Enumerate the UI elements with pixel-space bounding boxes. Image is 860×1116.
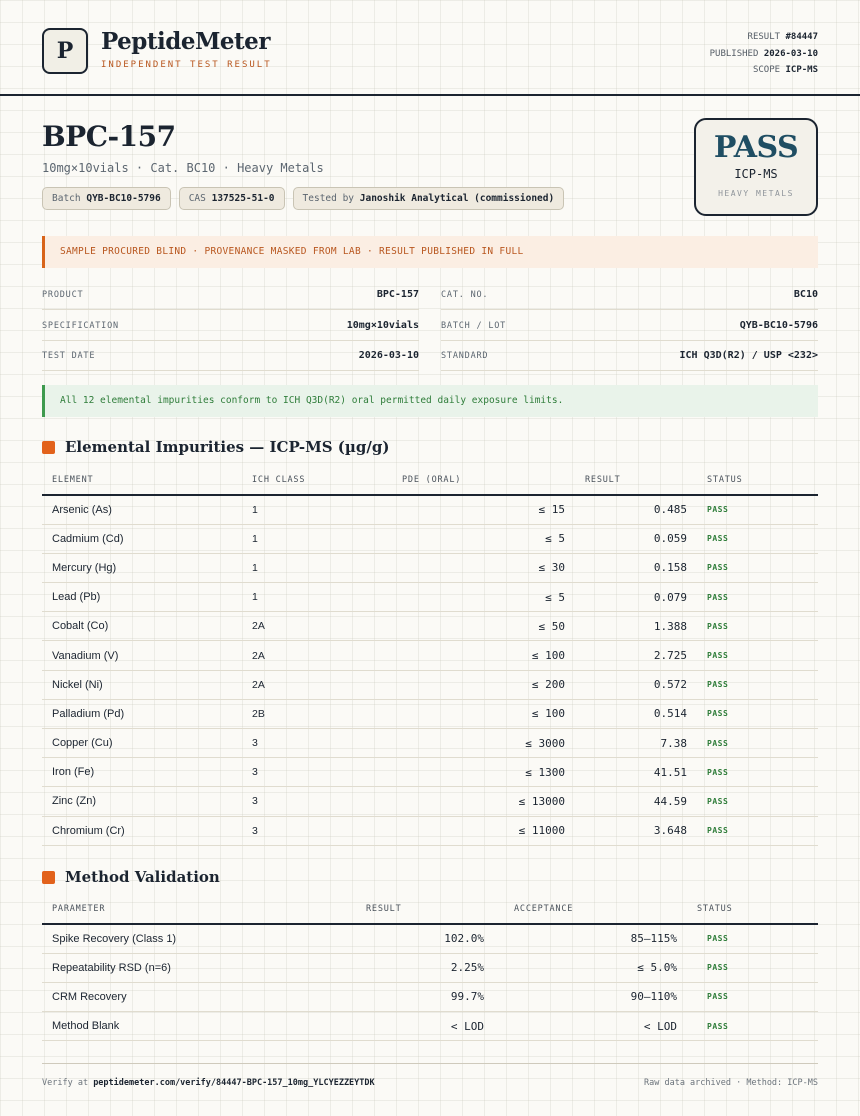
pde-limit: ≤ 100 <box>352 641 575 670</box>
table-row <box>42 524 818 553</box>
pde-limit: ≤ 13000 <box>352 787 575 816</box>
status-badge: PASS <box>697 758 818 787</box>
product-title: BPC-157 <box>42 120 176 153</box>
result-value: 2.725 <box>575 641 697 670</box>
pde-limit: ≤ 1300 <box>352 758 575 787</box>
validation-result: < LOD <box>302 1012 494 1041</box>
impurities-header-row <box>42 466 818 495</box>
status-badge: PASS <box>687 1012 818 1041</box>
status-badge: PASS <box>697 524 818 553</box>
result-value: 0.514 <box>575 699 697 728</box>
element-name: Vanadium (V) <box>42 641 242 670</box>
ich-class: 3 <box>242 787 352 816</box>
cas-chip: CAS 137525-51-0 <box>179 187 285 210</box>
conformance-notice: All 12 elemental impurities conform to ICH Q3D(R2) oral permitted daily exposure limits. <box>42 385 818 417</box>
acceptance-range: 90–110% <box>494 982 687 1011</box>
pde-limit: ≤ 30 <box>352 553 575 582</box>
element-name: Cadmium (Cd) <box>42 524 242 553</box>
acceptance-range: ≤ 5.0% <box>494 953 687 982</box>
status-badge: PASS <box>697 787 818 816</box>
result-value: 7.38 <box>575 729 697 758</box>
validation-table <box>42 895 818 1041</box>
ich-class: 1 <box>242 583 352 612</box>
status-badge: PASS <box>697 641 818 670</box>
result-value: 0.079 <box>575 583 697 612</box>
scope-line: SCOPE ICP-MS <box>752 65 818 75</box>
status-badge: PASS <box>697 729 818 758</box>
footer-note: Raw data archived · Method: ICP-MS <box>644 1078 818 1088</box>
parameter-name: Spike Recovery (Class 1) <box>42 924 302 953</box>
result-value: 3.648 <box>575 816 697 845</box>
product-subtitle: 10mg×10vials · Cat. BC10 · Heavy Metals <box>42 161 324 175</box>
table-row <box>42 924 818 953</box>
element-name: Iron (Fe) <box>42 758 242 787</box>
result-value: 0.572 <box>575 670 697 699</box>
table-row <box>42 495 818 524</box>
brand-logo: P <box>42 28 88 74</box>
element-name: Chromium (Cr) <box>42 816 242 845</box>
pde-limit: ≤ 3000 <box>352 729 575 758</box>
element-name: Zinc (Zn) <box>42 787 242 816</box>
table-row <box>42 787 818 816</box>
ich-class: 3 <box>242 758 352 787</box>
batch-chip: Batch QYB-BC10-5796 <box>42 187 171 210</box>
status-badge: PASS <box>697 816 818 845</box>
ich-class: 3 <box>242 816 352 845</box>
report-header <box>0 0 860 96</box>
procurement-notice: SAMPLE PROCURED BLIND · PROVENANCE MASKED FROM LAB · RESULT PUBLISHED IN FULL <box>42 236 818 268</box>
result-value: 1.388 <box>575 612 697 641</box>
result-value: 0.059 <box>575 524 697 553</box>
info-product: PRODUCT BPC-157 <box>42 280 419 310</box>
ich-class: 3 <box>242 729 352 758</box>
info-standard: STANDARD ICH Q3D(R2) / USP <232> <box>441 341 818 371</box>
status-badge: PASS <box>687 982 818 1011</box>
brand-name: PeptideMeter <box>101 28 270 55</box>
pde-limit: ≤ 5 <box>352 524 575 553</box>
table-row <box>42 816 818 845</box>
tested-by-chip: Tested by Janoshik Analytical (commissioned) <box>293 187 565 210</box>
status-badge: PASS <box>697 670 818 699</box>
status-badge: PASS <box>687 924 818 953</box>
report-footer <box>42 1063 818 1088</box>
table-row <box>42 641 818 670</box>
table-row <box>42 553 818 582</box>
col-acceptance: ACCEPTANCE <box>494 895 687 924</box>
stamp-category: HEAVY METALS <box>718 189 794 198</box>
status-badge: PASS <box>697 612 818 641</box>
pde-limit: ≤ 100 <box>352 699 575 728</box>
parameter-name: Method Blank <box>42 1012 302 1041</box>
element-name: Nickel (Ni) <box>42 670 242 699</box>
validation-result: 99.7% <box>302 982 494 1011</box>
acceptance-range: 85–115% <box>494 924 687 953</box>
status-badge: PASS <box>697 583 818 612</box>
published-line: PUBLISHED 2026-03-10 <box>709 48 818 59</box>
pde-limit: ≤ 15 <box>352 495 575 524</box>
result-value: 0.158 <box>575 553 697 582</box>
status-badge: PASS <box>697 495 818 524</box>
status-badge: PASS <box>697 699 818 728</box>
pde-limit: ≤ 200 <box>352 670 575 699</box>
col-result: RESULT <box>575 466 697 495</box>
product-chips <box>42 187 564 210</box>
table-row <box>42 612 818 641</box>
col-parameter: PARAMETER <box>42 895 302 924</box>
element-name: Mercury (Hg) <box>42 553 242 582</box>
element-name: Palladium (Pd) <box>42 699 242 728</box>
table-row <box>42 953 818 982</box>
result-id-line: RESULT #84447 <box>747 32 818 42</box>
table-row <box>42 1012 818 1041</box>
impurities-section-title: Elemental Impurities — ICP-MS (µg/g) <box>42 438 389 456</box>
info-specification: SPECIFICATION 10mg×10vials <box>42 311 419 341</box>
col-val-status: STATUS <box>687 895 818 924</box>
verify-link[interactable]: peptidemeter.com/verify/84447-BPC-157_10mg_YLCYEZZEYTDK <box>93 1078 375 1088</box>
ich-class: 2A <box>242 670 352 699</box>
table-row <box>42 729 818 758</box>
element-name: Arsenic (As) <box>42 495 242 524</box>
impurities-table <box>42 466 818 846</box>
table-row <box>42 670 818 699</box>
ich-class: 2A <box>242 641 352 670</box>
validation-header-row <box>42 895 818 924</box>
pde-limit: ≤ 5 <box>352 583 575 612</box>
pde-limit: ≤ 50 <box>352 612 575 641</box>
report-meta <box>710 29 818 79</box>
validation-result: 2.25% <box>302 953 494 982</box>
ich-class: 2A <box>242 612 352 641</box>
validation-table-body <box>42 924 818 1041</box>
col-ich-class: ICH CLASS <box>242 466 352 495</box>
element-name: Copper (Cu) <box>42 729 242 758</box>
info-test-date: TEST DATE 2026-03-10 <box>42 341 419 371</box>
col-pde: PDE (ORAL) <box>352 466 575 495</box>
section-marker-icon <box>42 871 55 884</box>
ich-class: 1 <box>242 524 352 553</box>
parameter-name: CRM Recovery <box>42 982 302 1011</box>
info-cat-no: CAT. NO. BC10 <box>441 280 818 310</box>
ich-class: 1 <box>242 553 352 582</box>
pde-limit: ≤ 11000 <box>352 816 575 845</box>
ich-class: 1 <box>242 495 352 524</box>
result-value: 41.51 <box>575 758 697 787</box>
col-status: STATUS <box>697 466 818 495</box>
col-val-result: RESULT <box>302 895 494 924</box>
status-badge: PASS <box>697 553 818 582</box>
table-row <box>42 982 818 1011</box>
info-batch-lot: BATCH / LOT QYB-BC10-5796 <box>441 311 818 341</box>
validation-section-title: Method Validation <box>42 868 220 886</box>
brand-subtitle: INDEPENDENT TEST RESULT <box>101 60 272 70</box>
acceptance-range: < LOD <box>494 1012 687 1041</box>
element-name: Lead (Pb) <box>42 583 242 612</box>
verify-line: Verify at peptidemeter.com/verify/84447-BPC-157_10mg_YLCYEZZEYTDK <box>42 1078 375 1088</box>
status-badge: PASS <box>687 953 818 982</box>
result-value: 0.485 <box>575 495 697 524</box>
section-marker-icon <box>42 441 55 454</box>
stamp-verdict: PASS <box>713 130 799 165</box>
table-row <box>42 758 818 787</box>
col-element: ELEMENT <box>42 466 242 495</box>
pass-stamp <box>694 118 818 216</box>
element-name: Cobalt (Co) <box>42 612 242 641</box>
ich-class: 2B <box>242 699 352 728</box>
table-row <box>42 699 818 728</box>
table-row <box>42 583 818 612</box>
result-value: 44.59 <box>575 787 697 816</box>
impurities-table-body <box>42 495 818 845</box>
stamp-method: ICP-MS <box>734 167 778 181</box>
validation-result: 102.0% <box>302 924 494 953</box>
parameter-name: Repeatability RSD (n=6) <box>42 953 302 982</box>
